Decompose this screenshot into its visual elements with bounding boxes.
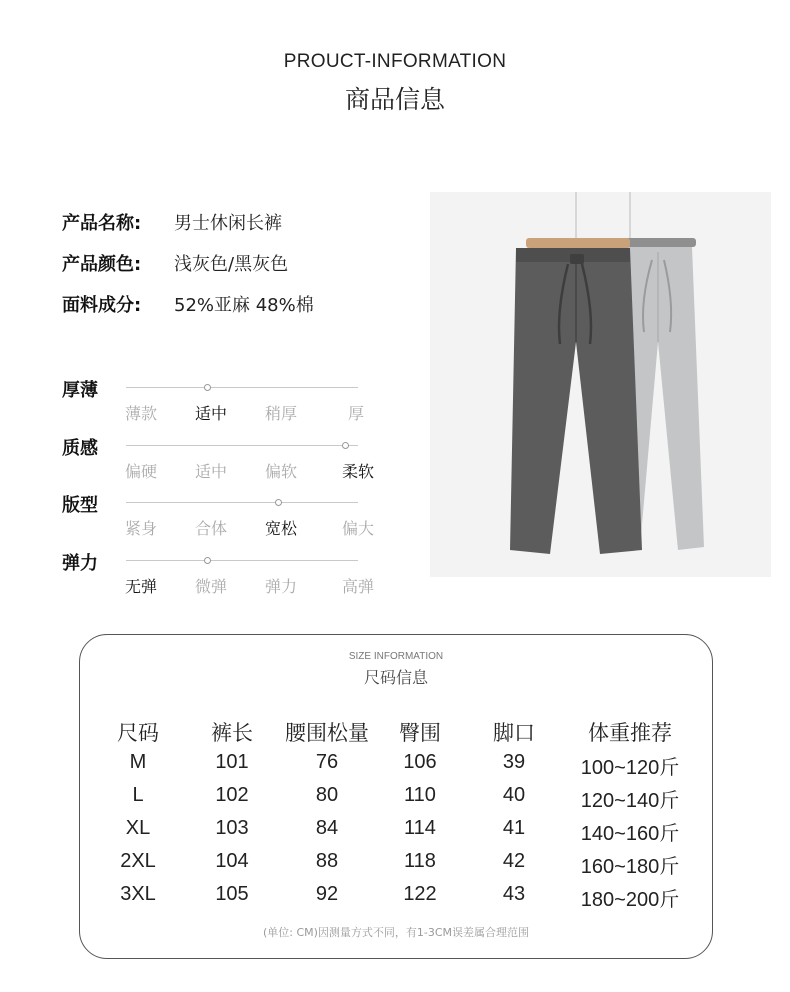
scale-title-fit: 版型	[62, 495, 98, 516]
header-title-en: PROUCT-INFORMATION	[283, 51, 507, 72]
scale-track	[126, 560, 358, 561]
table-cell: 104	[215, 850, 249, 872]
table-cell: 84	[315, 817, 339, 839]
scale-marker	[204, 557, 211, 564]
scale-option: 高弹	[341, 577, 374, 596]
scale-option: 偏大	[341, 519, 374, 538]
info-value: 52%亚麻 48%棉	[174, 295, 314, 316]
table-cell: 120~140斤	[580, 790, 680, 812]
product-photo	[430, 192, 771, 577]
header-title-cn: 商品信息	[344, 85, 445, 114]
info-label: 产品颜色:	[62, 254, 142, 275]
scale-marker	[275, 499, 282, 506]
scale-title-thickness: 厚薄	[62, 380, 98, 401]
size-note: (单位: CM)因测量方式不同，有1-3CM误差属合理范围	[262, 926, 530, 939]
table-cell: 101	[215, 751, 249, 773]
table-header: 脚口	[493, 722, 535, 745]
scale-title-texture: 质感	[62, 438, 98, 459]
scale-option: 微弹	[194, 577, 227, 596]
table-cell: 180~200斤	[580, 889, 680, 911]
scale-option-selected: 适中	[194, 404, 227, 423]
table-cell: 105	[215, 883, 249, 905]
table-cell: L	[132, 784, 144, 806]
info-row-color	[62, 250, 288, 276]
table-cell: 102	[215, 784, 249, 806]
size-title-cn: 尺码信息	[363, 668, 428, 687]
table-cell: 103	[215, 817, 249, 839]
table-cell: 122	[403, 883, 437, 905]
table-cell: 106	[403, 751, 437, 773]
table-header: 臀围	[399, 722, 441, 745]
table-cell: 40	[502, 784, 526, 806]
table-header: 尺码	[117, 722, 159, 745]
info-row-name	[62, 209, 282, 235]
scale-track	[126, 387, 358, 388]
scale-option: 合体	[194, 519, 227, 538]
table-cell: 160~180斤	[580, 856, 680, 878]
table-cell: 80	[315, 784, 339, 806]
table-cell: 2XL	[120, 850, 156, 872]
info-value: 浅灰色/黑灰色	[174, 254, 289, 275]
scale-option-selected: 柔软	[341, 462, 374, 481]
scale-title-stretch: 弹力	[62, 553, 98, 574]
size-title-en: SIZE INFORMATION	[348, 651, 444, 662]
table-cell: XL	[125, 817, 151, 839]
table-cell: 76	[315, 751, 339, 773]
info-row-fabric	[62, 291, 314, 317]
table-cell: 100~120斤	[580, 757, 680, 779]
table-cell: 43	[502, 883, 526, 905]
table-header: 体重推荐	[588, 722, 672, 745]
scale-option-selected: 无弹	[124, 577, 157, 596]
scale-option: 弹力	[264, 577, 297, 596]
table-cell: 3XL	[120, 883, 156, 905]
table-cell: 41	[502, 817, 526, 839]
scale-track	[126, 445, 358, 446]
scale-marker	[204, 384, 211, 391]
scale-option-selected: 宽松	[264, 519, 297, 538]
info-label: 产品名称:	[62, 213, 142, 234]
info-value: 男士休闲长裤	[174, 213, 282, 234]
table-cell: 39	[502, 751, 526, 773]
scale-option: 薄款	[124, 404, 157, 423]
scale-option: 偏硬	[124, 462, 157, 481]
table-cell: 140~160斤	[580, 823, 680, 845]
info-label: 面料成分:	[62, 295, 142, 316]
table-cell: 92	[315, 883, 339, 905]
table-cell: M	[129, 751, 147, 773]
scale-option: 紧身	[124, 519, 157, 538]
table-cell: 118	[404, 850, 436, 872]
scale-option: 偏软	[264, 462, 297, 481]
table-cell: 42	[502, 850, 526, 872]
scale-marker	[342, 442, 349, 449]
table-cell: 88	[315, 850, 339, 872]
scale-track	[126, 502, 358, 503]
scale-option: 适中	[194, 462, 227, 481]
scale-option: 厚	[347, 404, 364, 423]
table-cell: 110	[404, 784, 436, 806]
pants-illustration	[430, 192, 771, 577]
table-header: 腰围松量	[285, 722, 369, 745]
scale-option: 稍厚	[264, 404, 297, 423]
table-header: 裤长	[211, 722, 253, 745]
table-cell: 114	[404, 817, 436, 839]
